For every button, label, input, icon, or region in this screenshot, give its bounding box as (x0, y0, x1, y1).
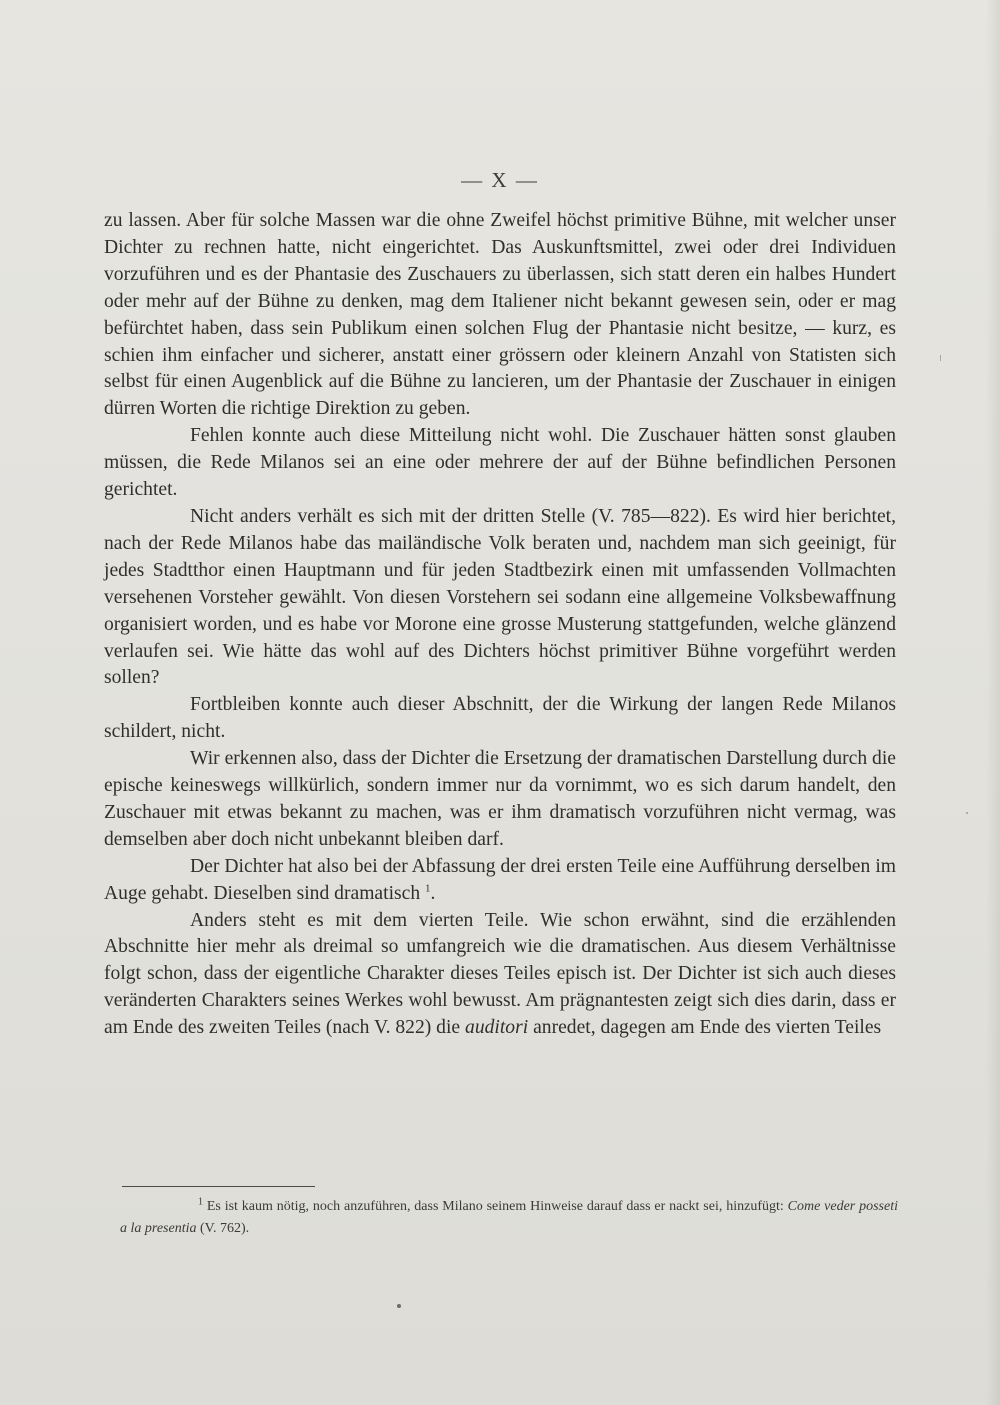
paper-speck (966, 812, 968, 814)
paragraph-2: Fehlen konnte auch diese Mitteilung nicht wohl. Die Zuschauer hätten sonst glauben müssen, die Rede Milanos sei an eine oder mehrere der auf der Bühne befindlichen Personen gerichtet. (104, 425, 896, 501)
footnote-text-a: Es ist kaum nötig, noch anzuführen, dass Milano seinem Hinweise darauf dass er nackt sei, hinzufügt: (206, 1199, 784, 1214)
footnote-marker: 1 (198, 1196, 203, 1208)
paragraph-7-text-a: Anders steht es mit dem vierten Teile. Wie schon erwähnt, sind die erzählenden Abschnitte hier mehr als dreimal so umfangreich wie die dramatischen. Aus diesem Verhältnisse folgt schon, dass der eigentliche Charakter dieses Teiles episch ist. Der Dichter ist sich auch dieses veränderten Charakters seines Werkes wohl bewusst. Am prägnantesten zeigt sich dies darin, dass er am Ende des zweiten Teiles (nach V. 822) die (104, 909, 896, 1039)
paper-speck (940, 355, 941, 361)
paragraph-7-text-b: anredet, dagegen am Ende des vierten Teiles (533, 1017, 882, 1039)
page-number-header: — X — (461, 168, 539, 192)
paragraph-4: Fortbleiben konnte auch dieser Abschnitt, der die Wirkung der langen Rede Milanos schildert, nicht. (104, 694, 896, 743)
footnote-1 (120, 1196, 898, 1240)
paragraph-6-end: . (430, 882, 436, 904)
paragraph-3: Nicht anders verhält es sich mit der dritten Stelle (V. 785—822). Es wird hier berichtet, nach der Rede Milanos habe das mailändische Volk beraten und, nachdem man sich geeinigt, für jedes Stadtthor einen Hauptmann und für jeden Stadtbezirk einen mit umfassenden Vollmachten versehenen Vorsteher gewählt. Von diesen Vorstehern sei sodann eine allgemeine Volksbewaffnung organisiert worden, und es habe vor Morone eine grosse Musterung stattgefunden, welche glänzend verlaufen sei. Wie hätte das wohl auf des Dichters höchst primitiver Bühne vorgeführt werden sollen? (104, 505, 896, 689)
footnote-reference: 1 (425, 882, 431, 895)
footnote-quote: Come veder posseti a la presentia (120, 1199, 898, 1236)
paper-speck (397, 1304, 401, 1308)
paragraph-1: zu lassen. Aber für solche Massen war die ohne Zweifel höchst primitive Bühne, mit welcher unser Dichter zu rechnen hatte, nicht eingerichtet. Das Auskunftsmittel, zwei oder drei Individuen vorzuführen und es der Phantasie des Zuschauers zu überlassen, sich statt deren ein halbes Hundert oder mehr auf der Bühne zu denken, mag dem Italiener nicht bekannt gewesen sein, oder er mag befürchtet haben, dass sein Publikum einen solchen Flug der Phantasie nicht besitze, — kurz, es schien ihm einfacher und sicherer, anstatt einer grössern oder kleinern Anzahl von Statisten sich selbst für einen Augenblick auf die Bühne zu lancieren, um der Phantasie der Zuschauer in einigen dürren Worten die richtige Direktion zu geben. (104, 210, 896, 420)
paragraph-7 (104, 908, 896, 1043)
page-edge-shadow (986, 0, 1000, 1405)
italic-term-auditori: auditori (465, 1017, 529, 1039)
paragraph-5: Wir erkennen also, dass der Dichter die Ersetzung der dramatischen Darstellung durch die epische keineswegs willkürlich, sondern immer nur da vornimmt, wo es sich darum handelt, den Zuschauer mit etwas bekannt zu machen, was er ihm dramatisch vorzuführen nicht vermag, was demselben aber doch nicht unbekannt bleiben darf. (104, 748, 896, 850)
footnote-block (120, 1196, 898, 1240)
main-text-block (104, 208, 896, 1042)
footnote-text-b: (V. 762). (199, 1221, 250, 1236)
footnote-divider (122, 1186, 315, 1187)
paragraph-6-text: Der Dichter hat also bei der Abfassung der drei ersten Teile eine Aufführung derselben im Auge gehabt. Dieselben sind dramatisch (104, 855, 896, 904)
paragraph-6 (104, 854, 896, 908)
